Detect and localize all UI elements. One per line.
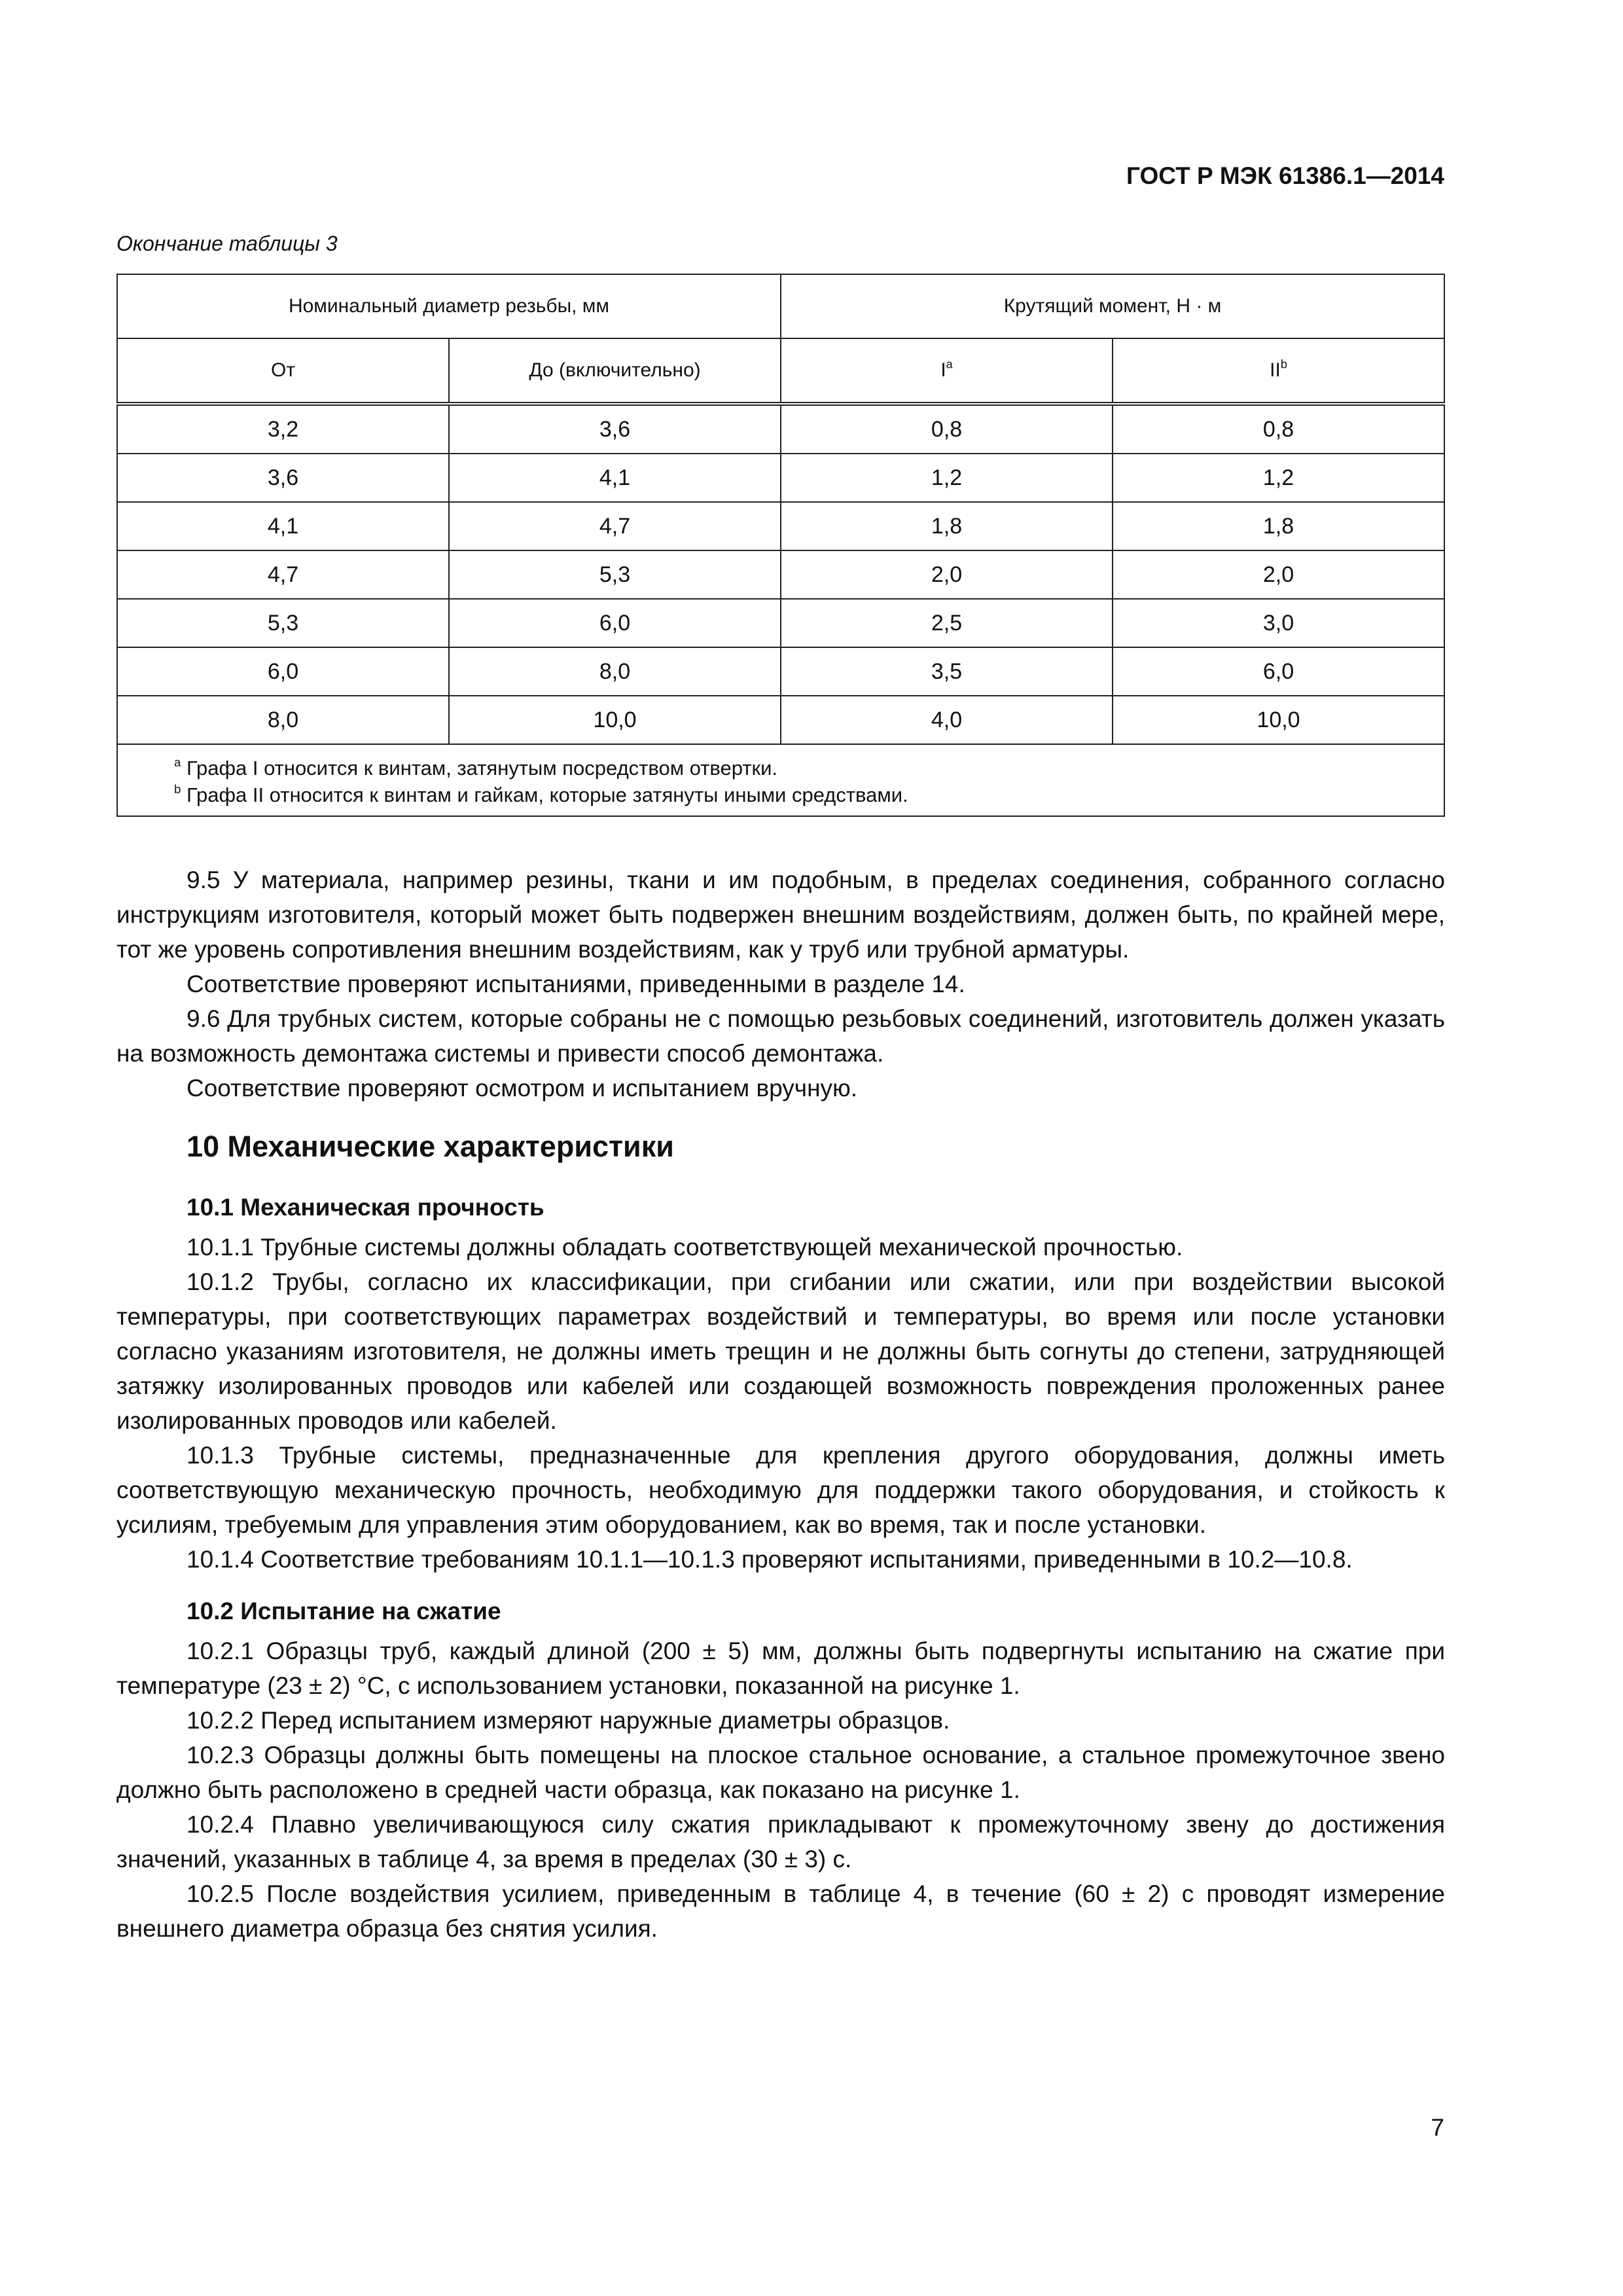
footnote-b: $^b$ Графа II относится к винтам и гайкам, которые затянуты иными средствами. [174, 781, 908, 806]
paragraph-10-1-1: 10.1.1 Трубные системы должны обладать соответствующей механической прочностью. [187, 1234, 1183, 1261]
table-cell: 5,3 [117, 599, 449, 647]
table-cell: 6,0 [117, 647, 449, 696]
table-caption: Окончание таблицы 3 [116, 232, 338, 255]
table-cell: 4,1 [449, 454, 781, 502]
paragraph-10-2-1: 10.2.1 Образцы труб, каждый длиной (200 ± 5) мм, должны быть подвергнуты испытанию на сжатие при температуре (23 ± 2) °С, с использованием установки, показанной на рисунке 1. [116, 1638, 1445, 1699]
subsection-10-2-heading: 10.2 Испытание на сжатие [187, 1598, 501, 1624]
table-cell: 10,0 [1113, 696, 1444, 744]
table-row [117, 454, 1444, 502]
paragraph-9-5-check: Соответствие проверяют испытаниями, приведенными в разделе 14. [187, 971, 965, 997]
table-subheader-row [117, 338, 1444, 404]
footnote-mark-b: b [1280, 357, 1287, 371]
table-cell: 1,8 [781, 502, 1113, 550]
paragraph-10-2-5: 10.2.5 После воздействия усилием, приведенным в таблице 4, в течение (60 ± 2) с проводят измерение внешнего диаметра образца без снятия усилия. [116, 1880, 1445, 1942]
header-torque: Крутящий момент, Н · м [781, 274, 1444, 338]
torque-table [116, 274, 1445, 817]
document-code: ГОСТ Р МЭК 61386.1—2014 [1126, 162, 1444, 189]
table-footnotes-row [117, 744, 1444, 816]
table-cell: 2,0 [1113, 550, 1444, 599]
header-thread-diameter: Номинальный диаметр резьбы, мм [117, 274, 781, 338]
header-to-inclusive: До (включительно) [449, 338, 781, 404]
table-cell: 0,8 [1113, 404, 1444, 454]
table-cell: 4,0 [781, 696, 1113, 744]
table-cell: 6,0 [449, 599, 781, 647]
table-footnotes [117, 744, 1444, 816]
paragraph-10-1-2: 10.1.2 Трубы, согласно их классификации, при сгибании или сжатии, или при воздействии высокой температуры, при соответствующих параметрах воздействий и температуры, во время или после установки согласно указаниям изготовителя, не должны иметь трещин и не должны быть согнуты до степени, затрудняющей затяжку изолированных проводов или кабелей или создающей возможность повреждения проложенных ранее изолированных проводов или кабелей. [116, 1268, 1445, 1434]
table-header-row [117, 274, 1444, 338]
section-10-heading: 10 Механические характеристики [187, 1130, 674, 1163]
header-column-I: $I^a$ [781, 338, 1113, 404]
paragraph-10-2-4: 10.2.4 Плавно увеличивающуюся силу сжатия прикладывают к промежуточному звену до достижения значений, указанных в таблице 4, за время в пределах (30 ± 3) с. [116, 1811, 1445, 1873]
table-cell: 1,2 [1113, 454, 1444, 502]
table-cell: 4,7 [449, 502, 781, 550]
paragraph-10-2-3: 10.2.3 Образцы должны быть помещены на плоское стальное основание, а стальное промежуточное звено должно быть расположено в средней части образца, как показано на рисунке 1. [116, 1742, 1445, 1803]
table-cell: 3,6 [117, 454, 449, 502]
footnote-mark-a: a [946, 357, 953, 371]
paragraph-10-1-4: 10.1.4 Соответствие требованиям 10.1.1—10.1.3 проверяют испытаниями, приведенными в 10.2—10.8. [187, 1546, 1353, 1573]
table-cell: 8,0 [449, 647, 781, 696]
table-cell: 5,3 [449, 550, 781, 599]
table-cell: 10,0 [449, 696, 781, 744]
table-cell: 3,2 [117, 404, 449, 454]
table-cell: 2,5 [781, 599, 1113, 647]
paragraph-10-1-3: 10.1.3 Трубные системы, предназначенные для крепления другого оборудования, должны иметь соответствующую механическую прочность, необходимую для поддержки такого оборудования, и стойкость к усилиям, требуемым для управления этим оборудованием, как во время, так и после установки. [116, 1442, 1445, 1538]
table-cell: 2,0 [781, 550, 1113, 599]
table-cell: 0,8 [781, 404, 1113, 454]
footnote-a: $^a$ Графа I относится к винтам, затянутым посредством отвертки. [174, 755, 778, 780]
table-row [117, 404, 1444, 454]
header-from: От [117, 338, 449, 404]
table-cell: 4,1 [117, 502, 449, 550]
table-row [117, 599, 1444, 647]
table-cell: 1,8 [1113, 502, 1444, 550]
paragraph-9-6: 9.6 Для трубных систем, которые собраны не с помощью резьбовых соединений, изготовитель должен указать на возможность демонтажа системы и привести способ демонтажа. [116, 1005, 1445, 1067]
table-cell: 6,0 [1113, 647, 1444, 696]
header-column-II: $II^b$ [1113, 338, 1444, 404]
table-cell: 8,0 [117, 696, 449, 744]
body-text [116, 863, 1445, 1946]
paragraph-9-6-check: Соответствие проверяют осмотром и испытанием вручную. [187, 1075, 858, 1102]
table-row [117, 502, 1444, 550]
subsection-10-1-heading: 10.1 Механическая прочность [187, 1194, 544, 1221]
table-cell: 3,6 [449, 404, 781, 454]
paragraph-9-5: 9.5 У материала, например резины, ткани и им подобным, в пределах соединения, собранного согласно инструкциям изготовителя, который может быть подвержен внешним воздействиям, должен быть, по крайней мере, тот же уровень сопротивления внешним воздействиям, как у труб или трубной арматуры. [116, 867, 1445, 963]
page-number: 7 [1431, 2114, 1444, 2141]
table-row [117, 550, 1444, 599]
paragraph-10-2-2: 10.2.2 Перед испытанием измеряют наружные диаметры образцов. [187, 1707, 950, 1734]
table-row [117, 647, 1444, 696]
table-cell: 3,0 [1113, 599, 1444, 647]
table-cell: 3,5 [781, 647, 1113, 696]
table-cell: 1,2 [781, 454, 1113, 502]
table-row [117, 696, 1444, 744]
table-cell: 4,7 [117, 550, 449, 599]
